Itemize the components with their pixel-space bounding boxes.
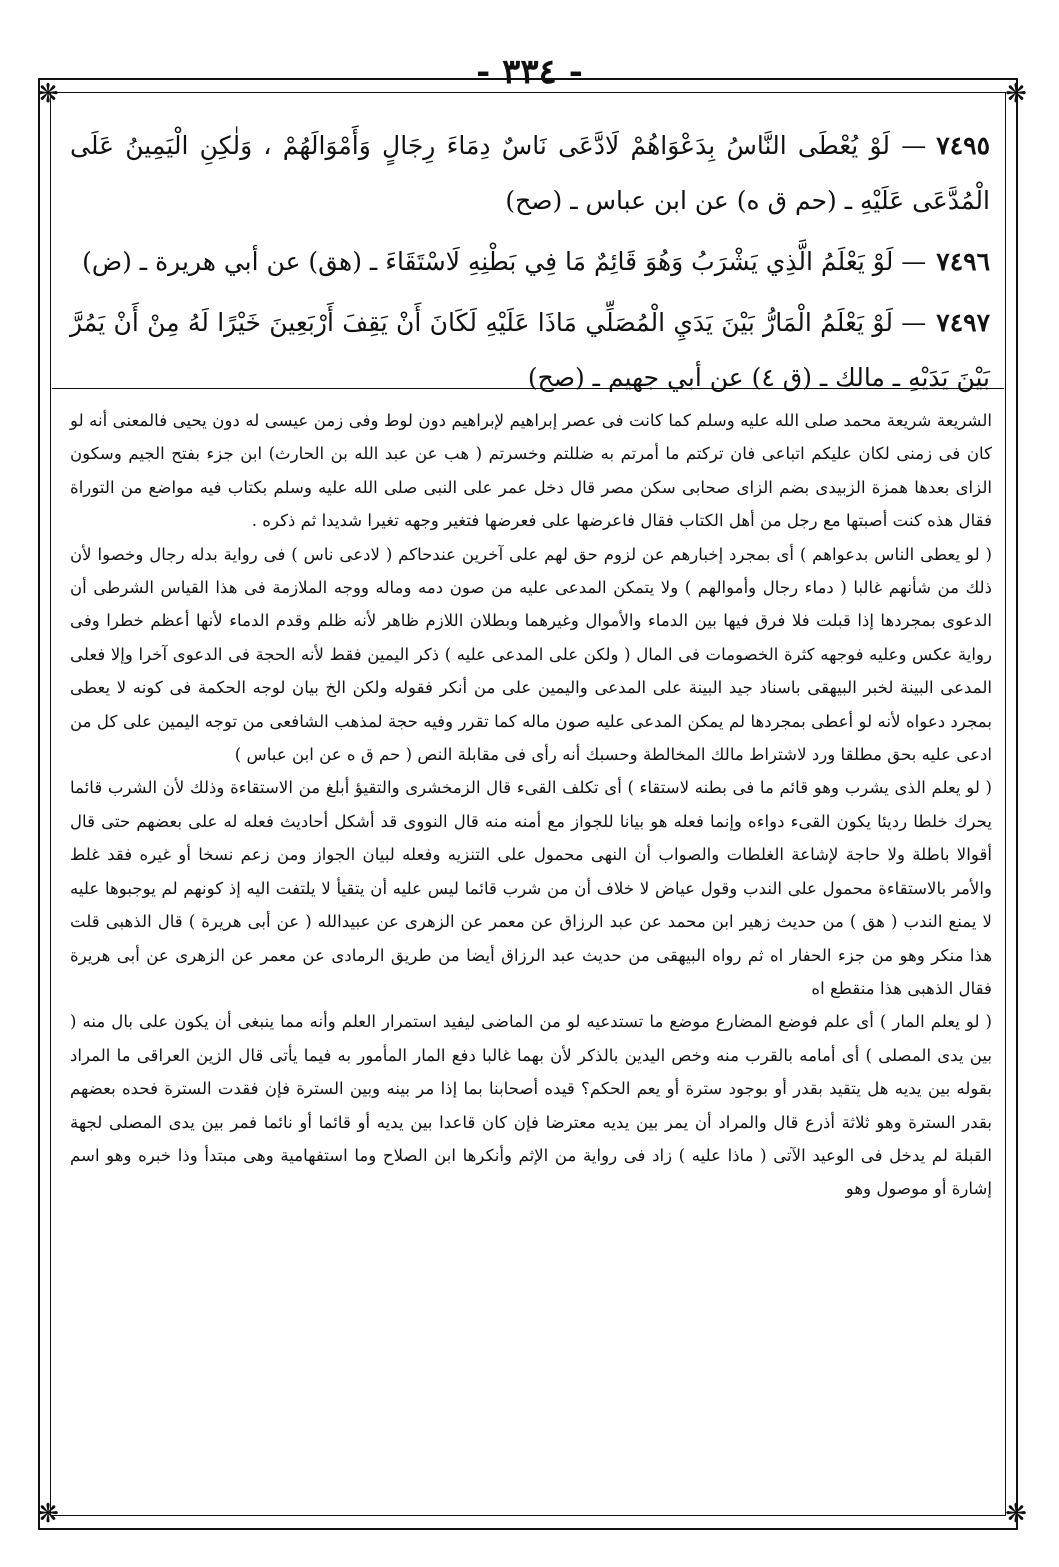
commentary-paragraph: الشريعة شريعة محمد صلى الله عليه وسلم كما كانت فى عصر إبراهيم لإبراهيم دون لوط وفى زمن عيسى له دون يحيى فالمعنى أنه لو كان فى زمنى لكان عليكم اتباعى فان تركتم ما أمرتم به ضللتم وخسرتم ( هب عن عبد الله بن الحارث) ابن جزء بفتح الجيم وسكون الزاى بعدها همزة الزبيدى بضم الزاى صحابى سكن مصر قال دخل عمر على النبى صلى الله عليه وسلم بكتاب فيه مواضع من التوراة فقال هذه كنت أصبتها مع رجل من أهل الكتاب فقال فاعرضها على فعرضها فتغير وجهه تغيرا شديدا ثم ذكره . <box>70 411 992 531</box>
corner-ornament-bottom-left-icon: ❋ <box>37 1499 59 1529</box>
corner-ornament-bottom-right-icon: ❋ <box>1005 1499 1027 1529</box>
hadith-entry <box>70 234 990 289</box>
corner-ornament-top-right-icon: ❋ <box>1005 79 1027 109</box>
hadith-text: — لَوْ يُعْطَى النَّاسُ بِدَعْوَاهُمْ لَادَّعَى نَاسٌ دِمَاءَ رِجَالٍ وَأَمْوَالَهُمْ ، وَلٰكِنِ الْيَمِينُ عَلَى الْمُدَّعَى عَلَيْهِ ـ (حم ق ه) عن ابن عباس ـ (صح) <box>70 131 990 215</box>
commentary-paragraph: ( لو يعطى الناس بدعواهم ) أى بمجرد إخبارهم عن لزوم حق لهم على آخرين عندحاكم ( لادعى ناس ) فى رواية بدله رجال وخصوا لأن ذلك من شأنهم غالبا ( دماء رجال وأموالهم ) ولا يتمكن المدعى عليه من صون دمه وماله ووجه الملازمة فى هذا القياس الشرطى أن الدعوى بمجردها إذا قبلت فلا فرق فيها بين الدماء والأموال وغيرهما وبطلان اللازم ظاهر لأنه ظلم وقدم الدماء لأنها أعظم خطرا وفى رواية عكس وعليه فوجهه كثرة الخصومات فى المال ( ولكن على المدعى عليه ) ذكر اليمين فقط لأنه الحجة فى الدعوى آخرا وإلا فعلى المدعى البينة لخبر البيهقى باسناد جيد البينة على المدعى واليمين على من أنكر فقوله ولكن الخ بيان لوجه الحكمة فى كونه لا يعطى بمجرد دعواه لأنه لو أعطى بمجردها لم يمكن المدعى عليه صون ماله كما تقرر وفيه حجة لمذهب الشافعى من توجه اليمين على كل من ادعى عليه بحق مطلقا ورد لاشتراط مالك المخالطة وحسبك أنه رأى فى مقابلة النص ( حم ق ه عن ابن عباس ) <box>70 544 992 765</box>
hadith-number: ٧٤٩٥ <box>936 131 990 160</box>
corner-ornament-top-left-icon: ❋ <box>37 79 59 109</box>
hadith-text: — لَوْ يَعْلَمُ الْمَارُّ بَيْنَ يَدَيِ الْمُصَلِّي مَاذَا عَلَيْهِ لَكَانَ أَنْ يَقِفَ أَرْبَعِينَ خَيْرًا لَهُ مِنْ أَنْ يَمُرَّ بَيْنَ يَدَيْهِ ـ مالك ـ (ق ٤) عن أبي جهيم ـ (صح) <box>70 308 990 392</box>
hadith-list <box>70 118 990 411</box>
hadith-text: — لَوْ يَعْلَمُ الَّذِي يَشْرَبُ وَهُوَ قَائِمٌ مَا فِي بَطْنِهِ لَاسْتَقَاءَ ـ (هق) عن أبي هريرة ـ (ض) <box>82 247 927 276</box>
commentary-section <box>70 404 992 1206</box>
hadith-entry <box>70 118 990 228</box>
commentary-paragraph: ( لو يعلم المار ) أى علم فوضع المضارع موضع ما تستدعيه لو من الماضى ليفيد استمرار العلم وأنه مما ينبغى أن يكون على بال منه ( بين يدى المصلى ) أى أمامه بالقرب منه وخص اليدين بالذكر لأن بهما غالبا دفع المار المأمور به فيما يأتى قال الزين العراقى ما المراد بقوله بين يديه هل يتقيد بقدر أو بوجود سترة أو يعم الحكم؟ قيده أصحابنا بما إذا مر بينه وبين السترة فإن فقدت السترة فحده بعضهم بقدر السترة وهو ثلاثة أذرع قال والمراد أن يمر بين يديه معترضا فإن كان قاعدا بين يديه أو قائما أو نائما فمر بين يدى المصلى لجهة القبلة لم يدخل فى الوعيد الآتى ( ماذا عليه ) زاد فى رواية من الإثم وأنكرها ابن الصلاح وما استفهامية وهى مبتدأ وذا خبره وهو اسم إشارة أو موصول وهو <box>70 1012 992 1199</box>
section-divider <box>52 388 1004 389</box>
page-number: - ٣٣٤ - <box>476 52 583 92</box>
hadith-number: ٧٤٩٧ <box>936 308 990 337</box>
commentary-paragraph: ( لو يعلم الذى يشرب وهو قائم ما فى بطنه لاستقاء ) أى تكلف القىء قال الزمخشرى والتقيؤ أبلغ من الاستقاءة وذلك لأن الشرب قائما يحرك خلطا رديئا يكون القىء دواءه وإنما فعله هو بيانا للجواز مع أمنه منه قال النووى قد أشكل أحاديث فعله له على بعضهم حتى قال أقوالا باطلة ولا حاجة لإشاعة الغلطات والصواب أن النهى محمول على التنزيه وفعله لبيان الجواز ومن زعم نسخا أو غيره فقد غلط والأمر بالاستقاءة محمول على الندب وقول عياض لا خلاف أن من شرب قائما ليس عليه أن يتقيأ لا يلتفت اليه إذ كونهم لم يوجبوها عليه لا يمنع الندب ( هق ) من حديث زهير ابن محمد عن عبد الرزاق عن معمر عن الزهرى عن عبيدالله ( عن أبى هريرة ) قال الذهبى قلت هذا منكر وهو من جزء الحفار اه ثم رواه البيهقى من حديث عبد الرزاق أيضا من طريق الرمادى عن معمر عن الزهرى عن أبى هريرة فقال الذهبى هذا منقطع اه <box>70 778 992 998</box>
hadith-number: ٧٤٩٦ <box>936 247 990 276</box>
